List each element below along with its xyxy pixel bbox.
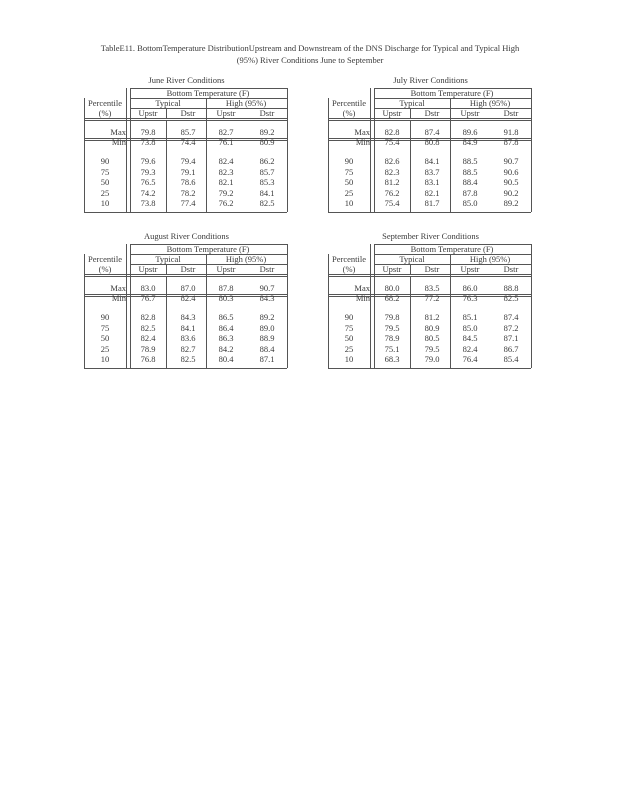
percentile-cell: 10: [344, 198, 354, 208]
table-cell: 76.2: [218, 198, 234, 208]
percentile-cell: 90: [100, 312, 110, 322]
typical-header: Typical: [399, 254, 425, 264]
table-cell: 89.2: [259, 312, 275, 322]
dstr-header: Dstr: [503, 108, 519, 118]
table-cell: 86.7: [503, 343, 519, 354]
table-cell: 80.3: [218, 293, 234, 303]
table-cell: 90.5: [503, 177, 519, 187]
dstr-header: Dstr: [503, 264, 519, 274]
rule: [328, 212, 531, 213]
table-cell: 78.9: [384, 333, 400, 343]
table-cell: 76.1: [218, 137, 234, 147]
table-cell: 82.7: [218, 127, 234, 137]
table-cell: 83.0: [140, 283, 156, 293]
table-cell: 87.8: [503, 137, 519, 147]
typical-header: Typical: [155, 254, 181, 264]
upstr-header: Upstr: [382, 108, 402, 118]
summary-label: Min: [355, 137, 370, 147]
upstr-header: Upstr: [138, 108, 158, 118]
table-cell: 81.2: [384, 177, 400, 187]
rule: [166, 120, 167, 212]
dstr-header: Dstr: [424, 108, 440, 118]
table-title: July River Conditions: [393, 75, 468, 85]
summary-label: Max: [354, 127, 370, 137]
table-grid: [328, 242, 533, 364]
percentile-cell: 75: [100, 166, 110, 177]
percentile-cell: 25: [100, 343, 110, 354]
percentile-cell: 50: [344, 333, 354, 343]
table-cell: 87.8: [462, 187, 478, 198]
table-cell: 79.3: [140, 166, 156, 177]
upstr-header: Upstr: [460, 264, 480, 274]
table-cell: 82.8: [140, 312, 156, 322]
table-cell: 79.5: [424, 343, 440, 354]
percentile-cell: 75: [344, 322, 354, 333]
table-cell: 79.5: [384, 322, 400, 333]
table-cell: 88.5: [462, 156, 478, 166]
table-cell: 76.2: [384, 187, 400, 198]
table-cell: 85.7: [259, 166, 275, 177]
table-june: [84, 75, 289, 208]
table-cell: 82.4: [140, 333, 156, 343]
rule: [328, 118, 531, 119]
table-cell: 82.1: [424, 187, 440, 198]
table-grid: [328, 86, 533, 208]
table-cell: 86.3: [218, 333, 234, 343]
upstr-header: Upstr: [216, 264, 236, 274]
percent-unit: (%): [342, 264, 356, 274]
table-cell: 88.4: [259, 343, 275, 354]
high-header: High (95%): [469, 98, 511, 108]
table-cell: 73.8: [140, 137, 156, 147]
percentile-cell: 10: [100, 354, 110, 364]
table-cell: 87.1: [259, 354, 275, 364]
table-grid: [84, 86, 289, 208]
rule: [531, 88, 532, 212]
percent-unit: (%): [342, 108, 356, 118]
group-header: Bottom Temperature (F): [410, 244, 494, 254]
table-cell: 77.4: [180, 198, 196, 208]
table-cell: 84.3: [180, 312, 196, 322]
table-cell: 82.4: [462, 343, 478, 354]
table-cell: 87.8: [218, 283, 234, 293]
table-cell: 84.9: [462, 137, 478, 147]
rule: [206, 98, 207, 212]
percentile-cell: 50: [100, 177, 110, 187]
table-cell: 82.4: [180, 293, 196, 303]
percentile-cell: 90: [344, 312, 354, 322]
summary-label: Max: [110, 127, 126, 137]
table-cell: 82.7: [180, 343, 196, 354]
table-cell: 82.5: [140, 322, 156, 333]
table-cell: 78.9: [140, 343, 156, 354]
table-september: [328, 231, 533, 364]
summary-label: Max: [354, 283, 370, 293]
upstr-header: Upstr: [460, 108, 480, 118]
table-cell: 89.2: [503, 198, 519, 208]
table-cell: 83.5: [424, 283, 440, 293]
rule: [450, 98, 451, 212]
high-header: High (95%): [225, 254, 267, 264]
group-header: Bottom Temperature (F): [410, 88, 494, 98]
table-cell: 68.2: [384, 293, 400, 303]
rule: [166, 264, 167, 274]
high-header: High (95%): [469, 254, 511, 264]
rule: [84, 368, 287, 369]
table-cell: 84.1: [424, 156, 440, 166]
table-cell: 75.4: [384, 198, 400, 208]
table-cell: 91.8: [503, 127, 519, 137]
table-cell: 76.7: [140, 293, 156, 303]
table-cell: 90.7: [259, 283, 275, 293]
table-july: [328, 75, 533, 208]
percentile-cell: 75: [344, 166, 354, 177]
table-cell: 87.4: [503, 312, 519, 322]
rule: [84, 120, 287, 121]
table-cell: 89.2: [259, 127, 275, 137]
table-cell: 80.9: [424, 322, 440, 333]
table-cell: 84.3: [259, 293, 275, 303]
table-cell: 79.2: [218, 187, 234, 198]
table-cell: 76.3: [462, 293, 478, 303]
table-cell: 86.4: [218, 322, 234, 333]
rule: [84, 212, 287, 213]
table-august: [84, 231, 289, 364]
table-cell: 77.2: [424, 293, 440, 303]
percentile-header: Percentile: [88, 98, 122, 108]
table-cell: 85.0: [462, 198, 478, 208]
table-cell: 85.7: [180, 127, 196, 137]
percentile-cell: 90: [100, 156, 110, 166]
table-cell: 87.4: [424, 127, 440, 137]
rule: [328, 274, 531, 275]
summary-label: Min: [111, 137, 126, 147]
table-title: June River Conditions: [148, 75, 225, 85]
table-cell: 76.8: [140, 354, 156, 364]
table-cell: 76.5: [140, 177, 156, 187]
table-cell: 90.7: [503, 156, 519, 166]
typical-header: Typical: [155, 98, 181, 108]
percentile-cell: 25: [344, 187, 354, 198]
upstr-header: Upstr: [216, 108, 236, 118]
table-cell: 84.2: [218, 343, 234, 354]
table-cell: 82.5: [503, 293, 519, 303]
table-cell: 79.8: [140, 127, 156, 137]
rule: [450, 254, 451, 368]
percentile-cell: 90: [344, 156, 354, 166]
table-caption: [60, 42, 560, 66]
table-grid: [84, 242, 289, 364]
dstr-header: Dstr: [180, 264, 196, 274]
table-cell: 88.4: [462, 177, 478, 187]
table-cell: 82.4: [218, 156, 234, 166]
table-cell: 78.6: [180, 177, 196, 187]
table-cell: 79.1: [180, 166, 196, 177]
table-cell: 87.1: [503, 333, 519, 343]
table-cell: 68.3: [384, 354, 400, 364]
table-cell: 88.8: [503, 283, 519, 293]
percentile-header: Percentile: [332, 254, 366, 264]
table-cell: 79.0: [424, 354, 440, 364]
table-cell: 82.5: [180, 354, 196, 364]
caption-line-1: TableE11. BottomTemperature DistributionUpstream and Downstream of the DNS Discharge for Typical and Typical High: [100, 43, 520, 53]
percentile-cell: 50: [344, 177, 354, 187]
rule: [166, 108, 167, 118]
table-cell: 88.5: [462, 166, 478, 177]
caption-line-2: (95%) River Conditions June to September: [236, 55, 384, 65]
table-cell: 84.1: [180, 322, 196, 333]
table-cell: 74.4: [180, 137, 196, 147]
table-cell: 86.0: [462, 283, 478, 293]
group-header: Bottom Temperature (F): [166, 88, 250, 98]
summary-label: Min: [111, 293, 126, 303]
table-cell: 82.1: [218, 177, 234, 187]
table-cell: 79.4: [180, 156, 196, 166]
percentile-cell: 10: [344, 354, 354, 364]
rule: [328, 120, 531, 121]
percent-unit: (%): [98, 108, 112, 118]
rule: [531, 244, 532, 368]
table-cell: 87.0: [180, 283, 196, 293]
table-cell: 81.2: [424, 312, 440, 322]
rule: [328, 368, 531, 369]
table-cell: 86.5: [218, 312, 234, 322]
table-cell: 85.1: [462, 312, 478, 322]
table-title: September River Conditions: [382, 231, 479, 241]
dstr-header: Dstr: [180, 108, 196, 118]
table-cell: 89.0: [259, 322, 275, 333]
table-cell: 88.9: [259, 333, 275, 343]
dstr-header: Dstr: [259, 108, 275, 118]
high-header: High (95%): [225, 98, 267, 108]
percentile-cell: 50: [100, 333, 110, 343]
rule: [328, 276, 531, 277]
table-cell: 84.1: [259, 187, 275, 198]
table-cell: 75.4: [384, 137, 400, 147]
rule: [410, 120, 411, 212]
rule: [410, 264, 411, 274]
table-cell: 87.2: [503, 322, 519, 333]
typical-header: Typical: [399, 98, 425, 108]
percent-unit: (%): [98, 264, 112, 274]
table-cell: 75.1: [384, 343, 400, 354]
upstr-header: Upstr: [382, 264, 402, 274]
table-cell: 78.2: [180, 187, 196, 198]
table-cell: 82.5: [259, 198, 275, 208]
table-cell: 80.5: [424, 333, 440, 343]
percentile-cell: 25: [344, 343, 354, 354]
table-cell: 82.3: [384, 166, 400, 177]
table-cell: 80.8: [424, 137, 440, 147]
table-cell: 85.4: [503, 354, 519, 364]
table-cell: 79.8: [384, 312, 400, 322]
table-cell: 80.0: [384, 283, 400, 293]
table-cell: 79.6: [140, 156, 156, 166]
rule: [206, 254, 207, 368]
rule: [410, 108, 411, 118]
rule: [84, 276, 287, 277]
rule: [84, 118, 287, 119]
upstr-header: Upstr: [138, 264, 158, 274]
table-cell: 82.8: [384, 127, 400, 137]
table-cell: 76.4: [462, 354, 478, 364]
table-cell: 85.0: [462, 322, 478, 333]
table-cell: 86.2: [259, 156, 275, 166]
summary-label: Max: [110, 283, 126, 293]
table-title: August River Conditions: [143, 231, 229, 241]
rule: [84, 274, 287, 275]
rule: [410, 276, 411, 368]
table-cell: 74.2: [140, 187, 156, 198]
table-cell: 89.6: [462, 127, 478, 137]
table-cell: 83.6: [180, 333, 196, 343]
dstr-header: Dstr: [424, 264, 440, 274]
table-cell: 90.2: [503, 187, 519, 198]
table-cell: 83.7: [424, 166, 440, 177]
percentile-cell: 75: [100, 322, 110, 333]
table-cell: 73.8: [140, 198, 156, 208]
table-cell: 83.1: [424, 177, 440, 187]
table-cell: 85.3: [259, 177, 275, 187]
table-cell: 81.7: [424, 198, 440, 208]
percentile-cell: 25: [100, 187, 110, 198]
table-cell: 90.6: [503, 166, 519, 177]
rule: [287, 244, 288, 368]
summary-label: Min: [355, 293, 370, 303]
table-cell: 84.5: [462, 333, 478, 343]
dstr-header: Dstr: [259, 264, 275, 274]
percentile-header: Percentile: [88, 254, 122, 264]
percentile-cell: 10: [100, 198, 110, 208]
table-cell: 82.3: [218, 166, 234, 177]
table-cell: 80.4: [218, 354, 234, 364]
table-cell: 82.6: [384, 156, 400, 166]
rule: [166, 276, 167, 368]
rule: [287, 88, 288, 212]
table-cell: 80.9: [259, 137, 275, 147]
percentile-header: Percentile: [332, 98, 366, 108]
group-header: Bottom Temperature (F): [166, 244, 250, 254]
